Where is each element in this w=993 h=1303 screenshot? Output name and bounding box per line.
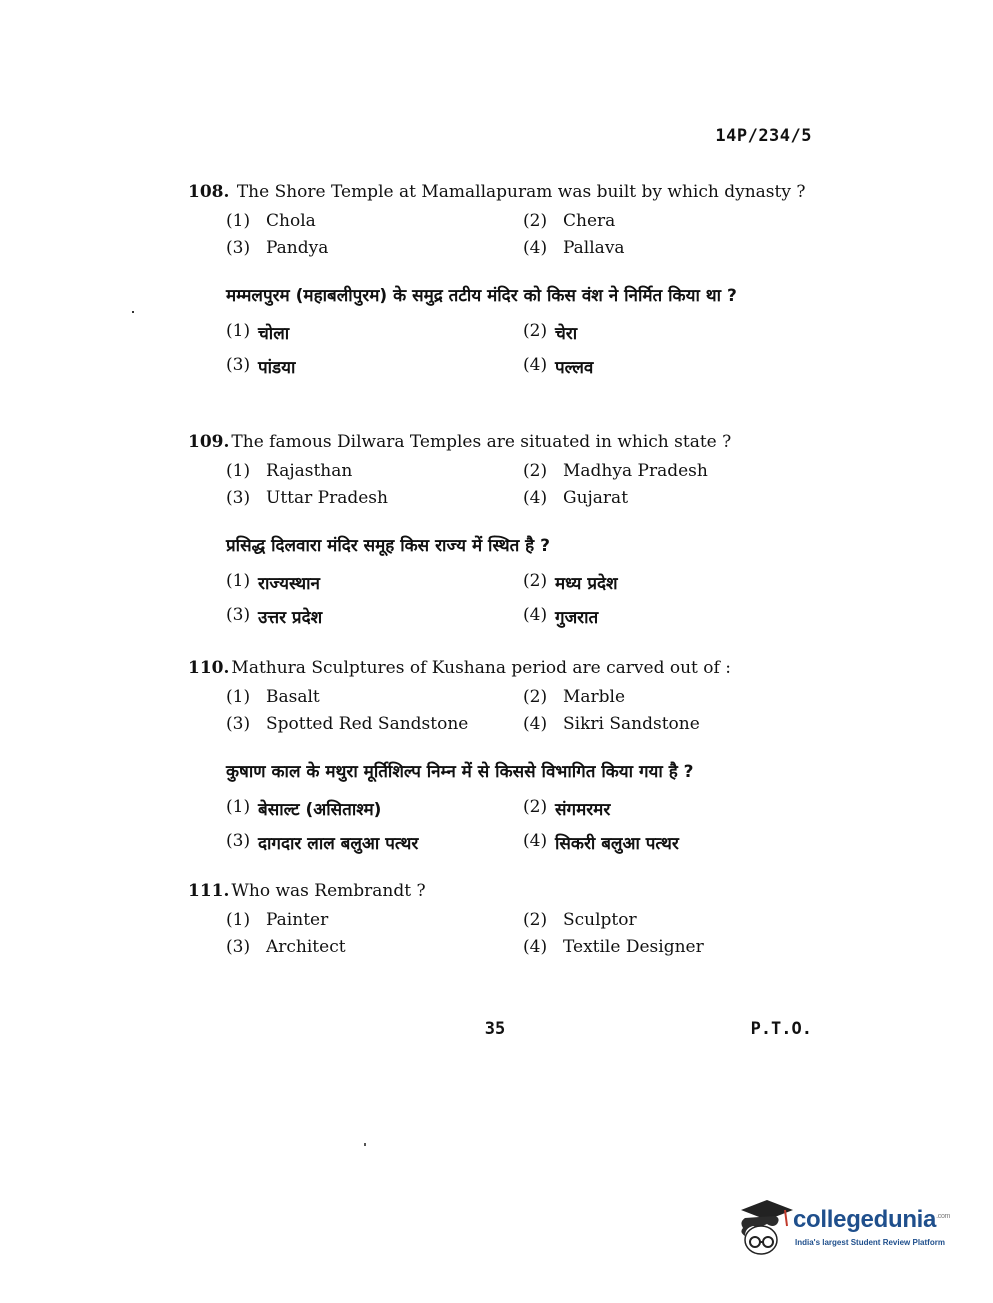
paper-code: 14P/234/5 xyxy=(715,126,812,146)
question-number: 110. xyxy=(188,658,230,678)
page-number: 35 xyxy=(484,1019,506,1039)
brand-name: collegedunia$^{.com}$ xyxy=(793,1206,951,1233)
hindi-translation xyxy=(226,759,828,859)
option-4: (4) Sikri Sandstone xyxy=(523,713,700,734)
hindi-option-2: (2) मध्य प्रदेश xyxy=(523,570,618,594)
hindi-option-3: (3) उत्तर प्रदेश xyxy=(226,604,323,628)
option-4: (4) Pallava xyxy=(523,237,625,258)
option-3: (3) Spotted Red Sandstone xyxy=(226,713,469,734)
question-text: The famous Dilwara Temples are situated in which state ? xyxy=(231,432,732,452)
option-1: (1) Rajasthan xyxy=(226,460,353,481)
option-1: (1) Painter xyxy=(226,909,329,930)
options-english xyxy=(226,906,828,960)
option-2: (2) Madhya Pradesh xyxy=(523,460,708,481)
collegedunia-watermark xyxy=(735,1196,965,1258)
scan-speck xyxy=(132,311,134,313)
option-2: (2) Chera xyxy=(523,210,616,231)
hindi-option-4: (4) सिकरी बलुआ पत्थर xyxy=(523,830,679,854)
hindi-question-text: कुषाण काल के मथुरा मूर्तिशिल्प निम्न में से किससे विभागित किया गया है ? xyxy=(226,762,694,782)
option-2: (2) Marble xyxy=(523,686,626,707)
option-3: (3) Pandya xyxy=(226,237,329,258)
option-4: (4) Textile Designer xyxy=(523,936,704,957)
question-number: 109. xyxy=(188,432,230,452)
options-english xyxy=(226,683,828,737)
question-text: The Shore Temple at Mamallapuram was built by which dynasty ? xyxy=(236,182,806,202)
pto-label: P.T.O. xyxy=(750,1019,812,1039)
hindi-option-4: (4) पल्लव xyxy=(523,354,594,378)
hindi-option-1: (1) राज्यस्थान xyxy=(226,570,320,594)
hindi-question-text: मम्मलपुरम (महाबलीपुरम) के समुद्र तटीय मंदिर को किस वंश ने निर्मित किया था ? xyxy=(226,286,737,306)
hindi-option-1: (1) बेसाल्ट (असिताश्म) xyxy=(226,796,382,820)
scan-speck xyxy=(364,1143,366,1146)
option-1: (1) Chola xyxy=(226,210,316,231)
hindi-option-3: (3) दागदार लाल बलुआ पत्थर xyxy=(226,830,419,854)
option-1: (1) Basalt xyxy=(226,686,320,707)
question-text: Who was Rembrandt ? xyxy=(231,881,426,901)
question-110 xyxy=(188,657,828,859)
option-4: (4) Gujarat xyxy=(523,487,629,508)
options-hindi xyxy=(226,315,828,383)
options-hindi xyxy=(226,791,828,859)
hindi-option-1: (1) चोला xyxy=(226,320,290,344)
graduation-cap-icon xyxy=(735,1196,795,1258)
hindi-option-3: (3) पांडया xyxy=(226,354,296,378)
hindi-option-2: (2) संगमरमर xyxy=(523,796,611,820)
hindi-translation xyxy=(226,533,828,633)
brand-tagline: India's largest Student Review Platform xyxy=(795,1238,945,1247)
hindi-option-4: (4) गुजरात xyxy=(523,604,599,628)
question-108 xyxy=(188,181,828,383)
question-109 xyxy=(188,431,828,633)
question-111 xyxy=(188,880,828,960)
question-number: 108. xyxy=(188,182,230,202)
hindi-question-text: प्रसिद्ध दिलवारा मंदिर समूह किस राज्य में स्थित है ? xyxy=(226,536,550,556)
question-text: Mathura Sculptures of Kushana period are carved out of : xyxy=(231,658,731,678)
hindi-translation xyxy=(226,283,828,383)
options-english xyxy=(226,457,828,511)
option-2: (2) Sculptor xyxy=(523,909,637,930)
option-3: (3) Architect xyxy=(226,936,346,957)
options-english xyxy=(226,207,828,261)
hindi-option-2: (2) चेरा xyxy=(523,320,578,344)
options-hindi xyxy=(226,565,828,633)
option-3: (3) Uttar Pradesh xyxy=(226,487,388,508)
question-number: 111. xyxy=(188,881,230,901)
